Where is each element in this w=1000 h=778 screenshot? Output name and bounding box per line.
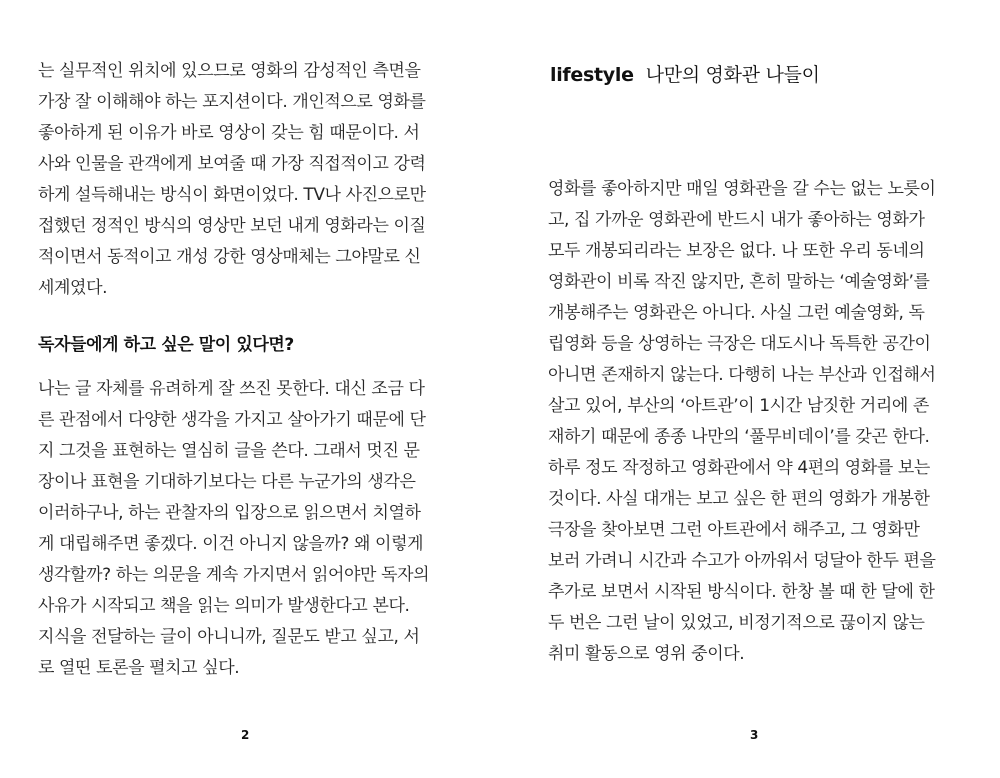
right-paragraph-1 <box>548 174 936 670</box>
text-line: 하루 정도 작정하고 영화관에서 약 4편의 영화를 보는 <box>548 458 930 478</box>
text-line: 장이나 표현을 기대하기보다는 다른 누군가의 생각은 <box>38 472 416 492</box>
text-line: 지식을 전달하는 글이 아니니까, 질문도 받고 싶고, 서 <box>38 627 420 647</box>
text-line: 취미 활동으로 영위 중이다. <box>548 644 745 664</box>
text-line: 극장을 찾아보면 그런 아트관에서 해주고, 그 영화만 <box>548 520 920 540</box>
text-line: 른 관점에서 다양한 생각을 가지고 살아가기 때문에 단 <box>38 410 426 430</box>
section-heading: 독자들에게 하고 싶은 말이 있다면? <box>38 335 294 355</box>
text-line: 영화를 좋아하지만 매일 영화관을 갈 수는 없는 노릇이 <box>548 179 936 199</box>
text-line: 생각할까? 하는 의문을 계속 가지면서 읽어야만 독자의 <box>38 565 430 585</box>
left-paragraph-2 <box>38 374 429 684</box>
header-brand: lifestyle <box>550 64 634 86</box>
text-line: 아니면 존재하지 않는다. 다행히 나는 부산과 인접해서 <box>548 365 936 385</box>
text-line: 보러 가려니 시간과 수고가 아까워서 덩달아 한두 편을 <box>548 551 936 571</box>
left-paragraph-1 <box>38 56 426 304</box>
text-line: 영화관이 비록 작진 않지만, 흔히 말하는 ‘예술영화’를 <box>548 272 930 292</box>
text-line: 이러하구나, 하는 관찰자의 입장으로 읽으면서 치열하 <box>38 503 421 523</box>
text-line: 지 그것을 표현하는 열심히 글을 쓴다. 그래서 멋진 문 <box>38 441 420 461</box>
text-line: 사유가 시작되고 책을 읽는 의미가 발생한다고 본다. <box>38 596 410 616</box>
right-page <box>500 0 1000 778</box>
text-line: 가장 잘 이해해야 하는 포지션이다. 개인적으로 영화를 <box>38 92 426 112</box>
text-line: 좋아하게 된 이유가 바로 영상이 갖는 힘 때문이다. 서 <box>38 123 420 143</box>
text-line: 고, 집 가까운 영화관에 반드시 내가 좋아하는 영화가 <box>548 210 925 230</box>
text-line: 로 열띤 토론을 펼치고 싶다. <box>38 658 240 678</box>
text-line: 재하기 때문에 종종 나만의 ‘풀무비데이’를 갖곤 한다. <box>548 427 930 447</box>
text-line: 것이다. 사실 대개는 보고 싶은 한 편의 영화가 개봉한 <box>548 489 930 509</box>
running-header <box>550 60 820 87</box>
text-line: 살고 있어, 부산의 ‘아트관’이 1시간 남짓한 거리에 존 <box>548 396 929 416</box>
text-line: 게 대립해주면 좋겠다. 이건 아니지 않을까? 왜 이렇게 <box>38 534 424 554</box>
text-line: 모두 개봉되리라는 보장은 없다. 나 또한 우리 동네의 <box>548 241 925 261</box>
text-line: 개봉해주는 영화관은 아니다. 사실 그런 예술영화, 독 <box>548 303 925 323</box>
page-number-left: 2 <box>241 728 250 742</box>
page-number-right: 3 <box>750 728 759 742</box>
text-line: 세계였다. <box>38 278 108 298</box>
text-line: 는 실무적인 위치에 있으므로 영화의 감성적인 측면을 <box>38 61 421 81</box>
text-line: 두 번은 그런 날이 있었고, 비정기적으로 끊이지 않는 <box>548 613 925 633</box>
header-title: 나만의 영화관 나들이 <box>645 64 820 86</box>
text-line: 접했던 정적인 방식의 영상만 보던 내게 영화라는 이질 <box>38 216 426 236</box>
text-line: 사와 인물을 관객에게 보여줄 때 가장 직접적이고 강력 <box>38 154 426 174</box>
text-line: 추가로 보면서 시작된 방식이다. 한창 볼 때 한 달에 한 <box>548 582 935 602</box>
text-line: 하게 설득해내는 방식이 화면이었다. TV나 사진으로만 <box>38 185 426 205</box>
text-line: 립영화 등을 상영하는 극장은 대도시나 독특한 공간이 <box>548 334 931 354</box>
text-line: 나는 글 자체를 유려하게 잘 쓰진 못한다. 대신 조금 다 <box>38 379 425 399</box>
text-line: 적이면서 동적이고 개성 강한 영상매체는 그야말로 신 <box>38 247 421 267</box>
